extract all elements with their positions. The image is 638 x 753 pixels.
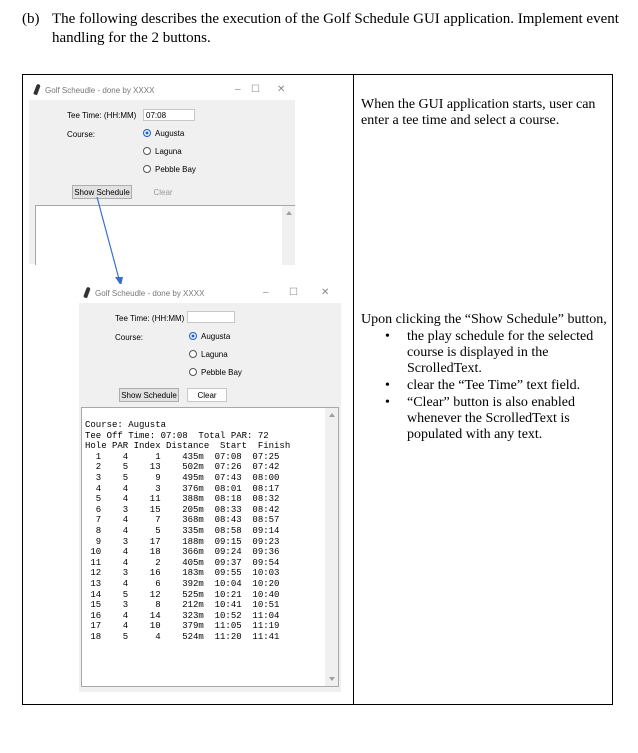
clear-button[interactable]: Clear xyxy=(143,185,183,199)
radio-augusta[interactable] xyxy=(143,129,184,138)
description-start: When the GUI application starts, user can enter a tee time and select a course. xyxy=(361,97,596,128)
radio-augusta-label: Augusta xyxy=(155,129,185,138)
clear-button[interactable]: Clear xyxy=(187,388,227,402)
description-show-schedule xyxy=(361,312,611,443)
radio-augusta[interactable] xyxy=(189,332,230,341)
figure-table xyxy=(22,74,613,705)
maximize-icon[interactable]: ☐ xyxy=(251,84,260,95)
radio-pebble-bay-label: Pebble Bay xyxy=(155,165,196,174)
tee-time-label: Tee Time: (HH:MM) xyxy=(115,314,185,323)
window-title: Golf Scheudle - done by XXXX xyxy=(95,289,205,298)
radio-laguna[interactable] xyxy=(189,350,228,359)
radio-selected-icon xyxy=(189,332,197,340)
scroll-down-icon[interactable] xyxy=(329,677,335,681)
radio-selected-icon xyxy=(143,129,151,137)
show-schedule-button[interactable]: Show Schedule xyxy=(72,185,132,199)
course-label: Course: xyxy=(67,130,96,139)
flow-arrow xyxy=(93,195,133,287)
show-schedule-button[interactable]: Show Schedule xyxy=(119,388,179,402)
golf-window-initial xyxy=(29,81,295,264)
title-bar xyxy=(79,284,341,303)
radio-pebble-bay[interactable] xyxy=(189,368,242,377)
scrolled-text[interactable] xyxy=(35,205,295,265)
course-label: Course: xyxy=(115,333,144,342)
tee-time-label: Tee Time: (HH:MM) xyxy=(67,111,137,120)
bullet-item: • clear the “Tee Time” text field. xyxy=(361,378,611,394)
scrollbar[interactable] xyxy=(282,206,295,265)
table-divider xyxy=(353,75,354,704)
radio-laguna[interactable] xyxy=(143,147,182,156)
maximize-icon[interactable]: ☐ xyxy=(289,287,298,298)
close-icon[interactable]: ✕ xyxy=(277,84,286,95)
tee-time-input[interactable]: 07:08 xyxy=(143,109,195,121)
description-intro: Upon clicking the “Show Schedule” button, xyxy=(361,312,607,327)
bullet-item: • “Clear” button is also enabled whenever the ScrolledText is populated with any text. xyxy=(361,395,611,443)
question-text: The following describes the execution of the Golf Schedule GUI application. Implement event handling for the 2 buttons. xyxy=(52,11,619,46)
scroll-up-icon[interactable] xyxy=(329,413,335,417)
radio-empty-icon xyxy=(189,368,197,376)
tee-time-input[interactable] xyxy=(187,311,235,323)
radio-laguna-label: Laguna xyxy=(201,350,228,359)
title-bar xyxy=(29,81,295,100)
scrolled-text[interactable] xyxy=(81,407,339,687)
radio-pebble-bay-label: Pebble Bay xyxy=(201,368,242,377)
schedule-text: Course: Augusta Tee Off Time: 07:08 Total PAR: 72 Hole PAR Index Distance Start Finish 1 4 1 435m 07:08 07:25 2 5 13 502m 07:26 07:42 3 5 9 495m 07:43 08:00 4 4 3 376m 08:01 08:17 5 4 11 388m 08:18 08:32 6 3 15 205m 08:33 08:42 7 4 7 368m 08:43 08:57 8 4 5 335m 08:58 09:14 9 3 17 188m 09:15 09:23 10 4 18 366m 09:24 09:36 11 4 2 405m 09:37 09:54 12 3 16 183m 09:55 10:03 13 4 6 392m 10:04 10:20 14 5 12 525m 10:21 10:40 15 3 8 212m 10:41 10:51 16 4 14 323m 10:52 11:04 17 4 10 379m 11:05 11:19 18 5 4 524m 11:20 11:41 xyxy=(85,420,291,642)
minimize-icon[interactable]: – xyxy=(263,287,269,298)
scroll-up-icon[interactable] xyxy=(286,211,292,215)
radio-empty-icon xyxy=(143,165,151,173)
close-icon[interactable]: ✕ xyxy=(321,287,330,298)
question-label: (b) xyxy=(22,11,40,27)
radio-pebble-bay[interactable] xyxy=(143,165,196,174)
radio-empty-icon xyxy=(189,350,197,358)
scrollbar[interactable] xyxy=(325,408,338,686)
feather-icon xyxy=(83,287,91,299)
golf-window-after-show xyxy=(79,284,341,692)
window-title: Golf Scheudle - done by XXXX xyxy=(45,86,155,95)
minimize-icon[interactable]: – xyxy=(235,84,241,95)
radio-augusta-label: Augusta xyxy=(201,332,231,341)
bullet-item: • the play schedule for the selected course is displayed in the ScrolledText. xyxy=(361,329,611,377)
radio-empty-icon xyxy=(143,147,151,155)
description-bullets xyxy=(361,329,611,443)
radio-laguna-label: Laguna xyxy=(155,147,182,156)
feather-icon xyxy=(33,84,41,96)
